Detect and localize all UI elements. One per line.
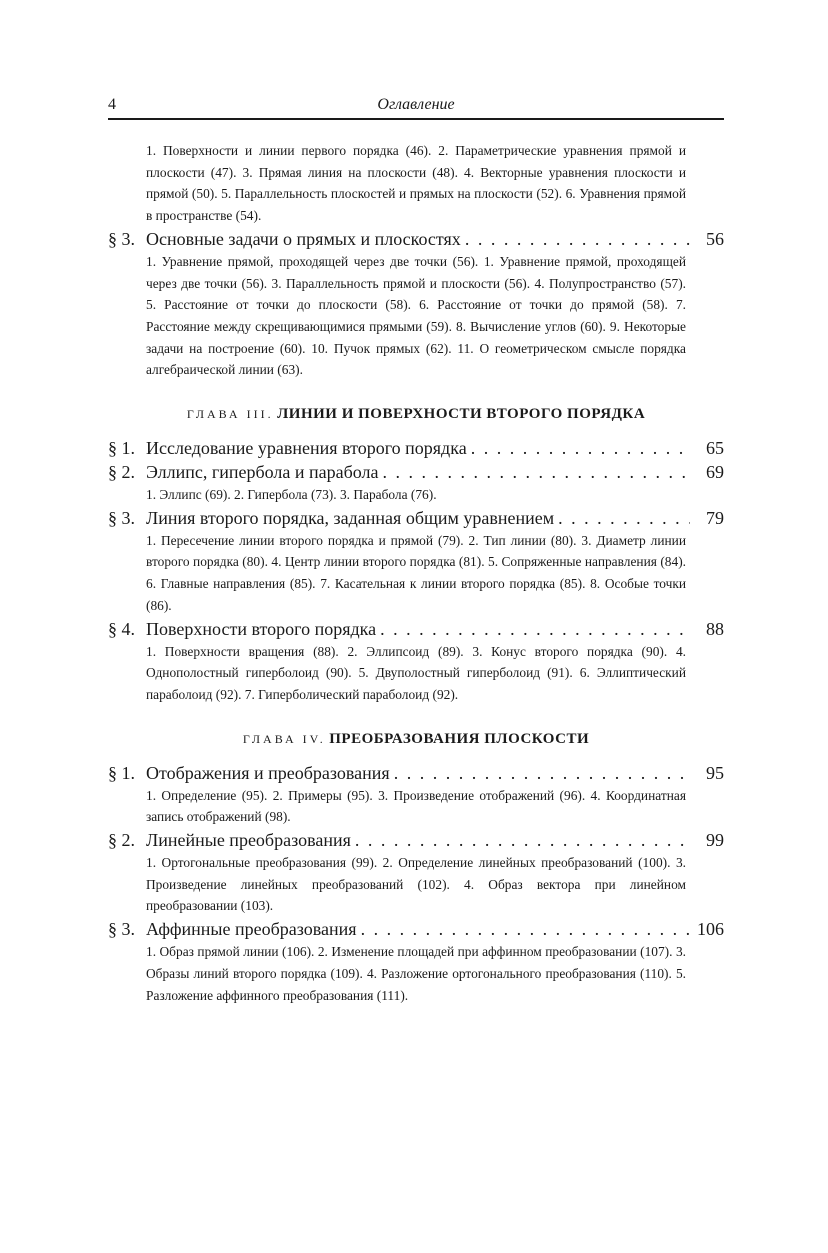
dot-leader: [394, 761, 690, 785]
toc-entry[interactable]: [108, 460, 724, 484]
toc-entry[interactable]: [108, 436, 724, 460]
subsection-list: 1. Эллипс (69). 2. Гипербола (73). 3. Парабола (76).: [146, 487, 437, 503]
subsection-list: 1. Пересечение линии второго порядка и прямой (79). 2. Тип линии (80). 3. Диаметр линии второго порядка (80). 4. Центр линии второго порядка (81). 5. Сопряженные направления (84). 6. Главные направления (85). 7. Касательная к линии второго порядка (85). 8. Особые точки (86).: [146, 532, 686, 613]
toc-entry[interactable]: [108, 506, 724, 530]
dot-leader: [383, 460, 690, 484]
section-number: § 1.: [108, 762, 135, 783]
section-page: 99: [706, 830, 724, 851]
dot-leader: [558, 506, 690, 530]
chapter-heading: [108, 403, 724, 426]
section-page: 79: [706, 507, 724, 528]
toc-entry[interactable]: [108, 917, 724, 941]
subsection-list: 1. Определение (95). 2. Примеры (95). 3. Произведение отображений (96). 4. Координатная запись отображений (98).: [146, 787, 686, 825]
section-number: § 2.: [108, 830, 135, 851]
subsection-list: 1. Поверхности вращения (88). 2. Эллипсоид (89). 3. Конус второго порядка (90). 4. Однополостный гиперболоид (90). 5. Двуполостный гиперболоид (91). 6. Эллиптический параболоид (92). 7. Гиперболический параболоид (92).: [146, 643, 686, 702]
section-number: § 3.: [108, 228, 135, 249]
dot-leader: [465, 227, 690, 251]
subsection-list: 1. Уравнение прямой, проходящей через две точки (56). 1. Уравнение прямой, проходящей через две точки (56). 3. Параллельность прямой и плоскости (56). 4. Полупространство (57). 5. Расстояние от точки до плоскости (58). 6. Расстояние от точки до прямой (58). 7. Расстояние между скрещивающимися прямыми (59). 8. Вычисление углов (60). 9. Некоторые задачи на построение (60). 10. Пучок прямых (62). 11. О геометрическом смысле порядка алгебраической линии (63).: [146, 253, 686, 378]
section-number: § 4.: [108, 618, 135, 639]
dot-leader: [361, 917, 690, 941]
chapter-heading: [108, 728, 724, 751]
section-title: Линия второго порядка, заданная общим уравнением: [146, 507, 555, 528]
section-title: Аффинные преобразования: [146, 919, 357, 940]
dot-leader: [355, 828, 690, 852]
running-title: Оглавление: [377, 96, 455, 113]
section-page: 95: [706, 762, 724, 783]
subsection-list: 1. Поверхности и линии первого порядка (46). 2. Параметрические уравнения прямой и плоскости (47). 3. Прямая линия на плоскости (48). 4. Векторные уравнения плоскости и прямой (50). 5. Параллельность плоскостей и прямых на плоскости (52). 6. Уравнения прямой в пространстве (54).: [146, 143, 686, 224]
dot-leader: [380, 617, 690, 641]
section-page: 65: [706, 438, 724, 459]
toc-entry[interactable]: [108, 828, 724, 852]
toc-entry[interactable]: [108, 227, 724, 251]
subsection-list: 1. Ортогональные преобразования (99). 2. Определение линейных преобразований (100). 3. Произведение линейных преобразований (102). 4. Образ вектора при линейном преобразовании (103).: [146, 855, 686, 914]
section-title: Отображения и преобразования: [146, 762, 390, 783]
toc-content: [108, 140, 724, 1006]
toc-entry[interactable]: [108, 617, 724, 641]
section-page: 88: [706, 618, 724, 639]
section-page: 106: [697, 919, 724, 940]
section-title: Исследование уравнения второго порядка: [146, 438, 467, 459]
section-page: 56: [706, 228, 724, 249]
page-number: 4: [108, 96, 116, 113]
section-number: § 3.: [108, 507, 135, 528]
section-title: Эллипс, гипербола и парабола: [146, 462, 379, 483]
section-title: Поверхности второго порядка: [146, 618, 377, 639]
dot-leader: [471, 436, 690, 460]
chapter-label: ГЛАВА IV.: [242, 731, 326, 746]
section-title: Основные задачи о прямых и плоскостях: [146, 228, 461, 249]
chapter-title: ЛИНИИ И ПОВЕРХНОСТИ ВТОРОГО ПОРЯДКА: [277, 406, 646, 423]
subsection-list: 1. Образ прямой линии (106). 2. Изменение площадей при аффинном преобразовании (107). 3. Образы линий второго порядка (109). 4. Разложение ортогонального преобразования (110). 5. Разложение аффинного преобразования (111).: [146, 944, 686, 1003]
chapter-label: ГЛАВА III.: [186, 407, 274, 422]
section-number: § 1.: [108, 438, 135, 459]
toc-entry[interactable]: [108, 761, 724, 785]
section-page: 69: [706, 462, 724, 483]
running-header: [108, 96, 724, 120]
section-number: § 3.: [108, 919, 135, 940]
section-title: Линейные преобразования: [146, 830, 351, 851]
section-number: § 2.: [108, 462, 135, 483]
chapter-title: ПРЕОБРАЗОВАНИЯ ПЛОСКОСТИ: [329, 730, 590, 747]
